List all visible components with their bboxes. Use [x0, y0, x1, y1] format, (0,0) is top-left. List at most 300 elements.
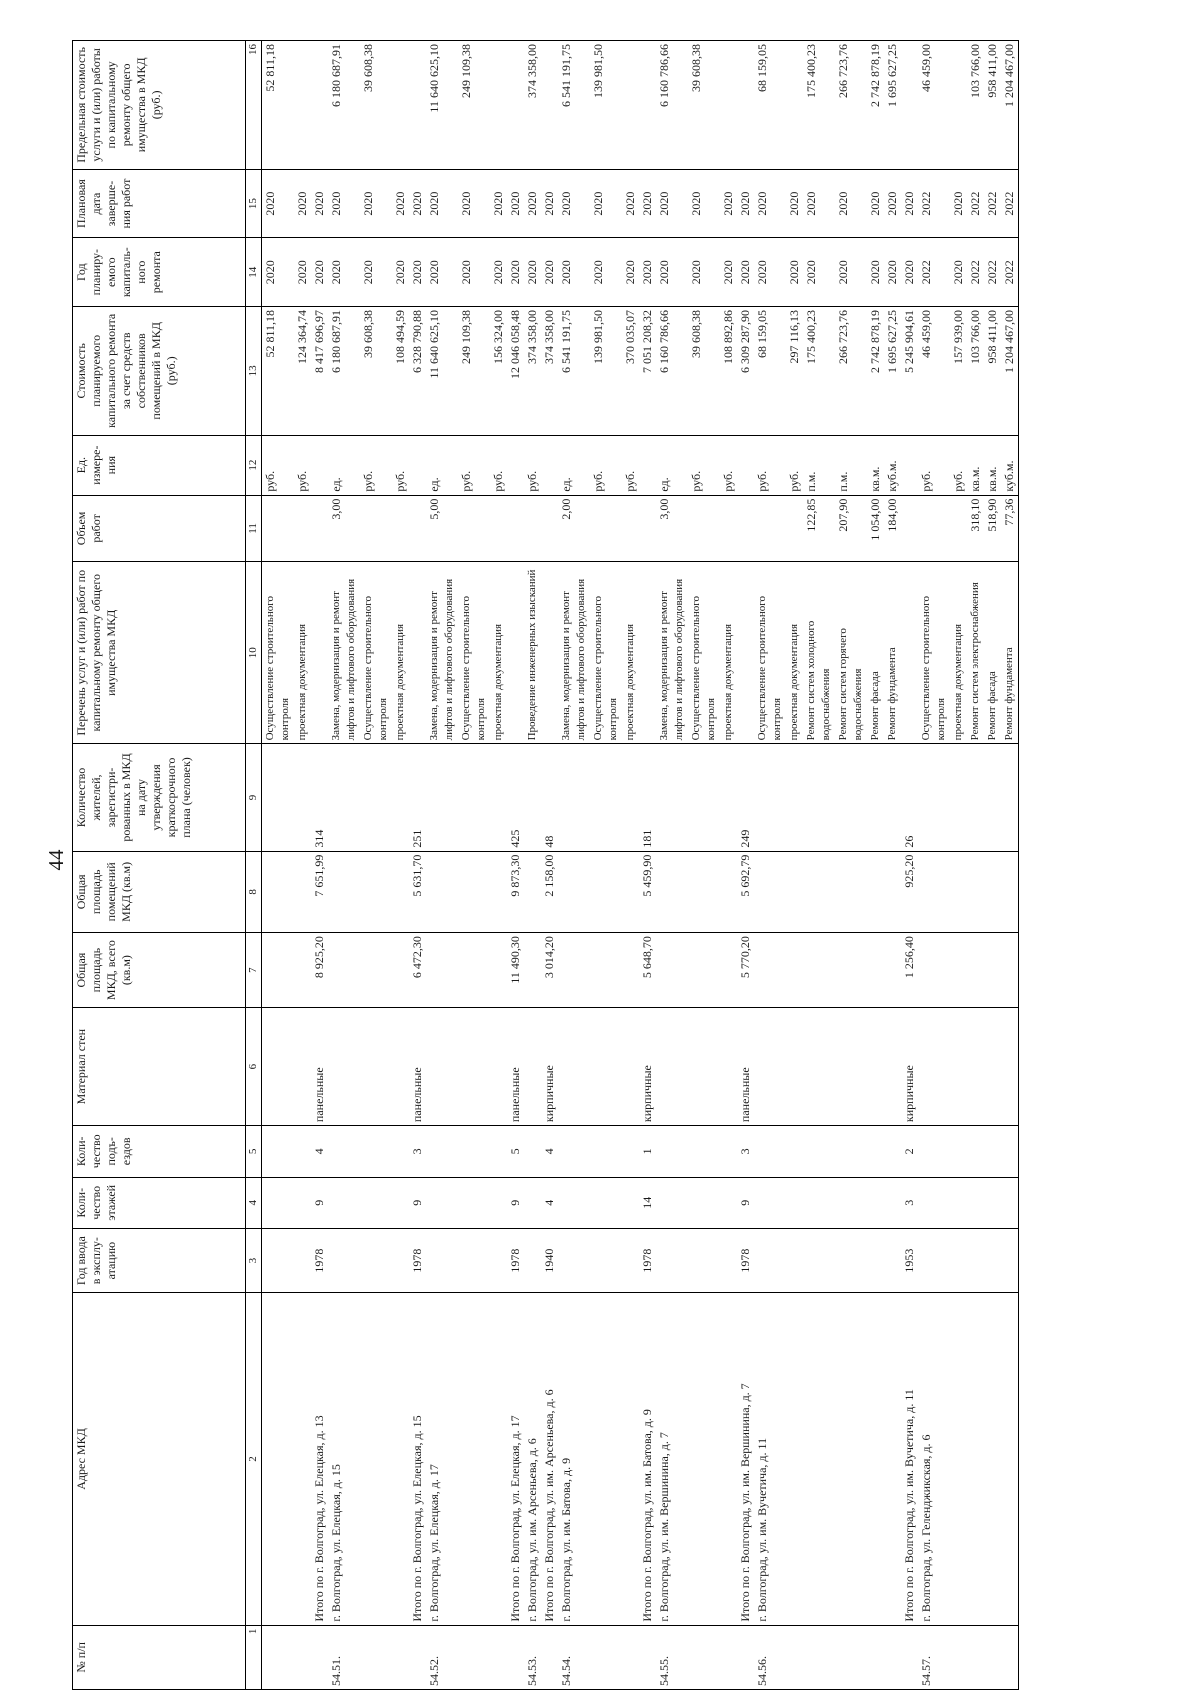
year-cell: [867, 1228, 884, 1292]
address-cell: [622, 1293, 639, 1625]
address-cell: [590, 1293, 622, 1625]
repair-year-cell: 2020: [426, 238, 458, 307]
premises-area-cell: [984, 851, 1001, 932]
limit-cost-cell: [622, 41, 639, 170]
address-cell: [262, 1293, 295, 1625]
floors-cell: [754, 1177, 786, 1228]
address-cell: [884, 1293, 901, 1625]
repair-year-cell: 2020: [524, 238, 541, 307]
limit-cost-cell: [720, 41, 737, 170]
residents-cell: [656, 744, 688, 851]
column-number: 7: [246, 933, 262, 1008]
row-number: 54.53.: [524, 1625, 541, 1689]
volume-cell: [639, 495, 656, 561]
wall-material-cell: [867, 1008, 884, 1126]
wall-material-cell: [918, 1008, 950, 1126]
wall-material-cell: [754, 1008, 786, 1126]
work-item-cell: Ремонт систем электроснабжения: [967, 562, 984, 744]
completion-date-cell: 2020: [803, 169, 835, 238]
volume-cell: 318,10: [967, 495, 984, 561]
address-cell: Итого по г. Волгоград, ул. Елецкая, д. 13: [311, 1293, 328, 1625]
wall-material-cell: панельные: [409, 1008, 426, 1126]
limit-cost-cell: [901, 41, 918, 170]
row-number: [458, 1625, 490, 1689]
address-cell: [984, 1293, 1001, 1625]
table-row: [1001, 41, 1019, 1690]
column-header: Количество жителей, зарегистри-рованных в МКД на дату утверждения краткосрочного плана (человек): [73, 744, 246, 851]
work-item-cell: проектная документация: [392, 562, 409, 744]
table-row: [507, 41, 524, 1690]
unit-cell: руб.: [950, 435, 967, 495]
limit-cost-cell: [490, 41, 507, 170]
residents-cell: [867, 744, 884, 851]
completion-date-cell: 2020: [392, 169, 409, 238]
unit-cell: п.м.: [803, 435, 835, 495]
year-cell: [884, 1228, 901, 1292]
limit-cost-cell: 1 695 627,25: [884, 41, 901, 170]
residents-cell: [524, 744, 541, 851]
year-cell: 1978: [737, 1228, 754, 1292]
volume-cell: [688, 495, 720, 561]
completion-date-cell: 2020: [541, 169, 558, 238]
column-number: 12: [246, 435, 262, 495]
unit-cell: руб.: [490, 435, 507, 495]
unit-cell: руб.: [360, 435, 392, 495]
limit-cost-cell: [639, 41, 656, 170]
address-cell: Итого по г. Волгоград, ул. им. Батова, д. 9: [639, 1293, 656, 1625]
entrances-cell: [754, 1126, 786, 1177]
row-number: [262, 1625, 295, 1689]
floors-cell: [884, 1177, 901, 1228]
limit-cost-cell: 266 723,76: [835, 41, 867, 170]
volume-cell: [737, 495, 754, 561]
table-row: [803, 41, 835, 1690]
table-row: [950, 41, 967, 1690]
cost-cell: 108 494,59: [392, 306, 409, 435]
unit-cell: [507, 435, 524, 495]
table-row: [311, 41, 328, 1690]
total-area-cell: [720, 933, 737, 1008]
cost-cell: 7 051 208,32: [639, 306, 656, 435]
premises-area-cell: 7 651,99: [311, 851, 328, 932]
row-number: [967, 1625, 984, 1689]
row-number: [311, 1625, 328, 1689]
year-cell: [490, 1228, 507, 1292]
table-row: [867, 41, 884, 1690]
work-item-cell: проектная документация: [622, 562, 639, 744]
unit-cell: куб.м.: [884, 435, 901, 495]
completion-date-cell: 2020: [262, 169, 295, 238]
unit-cell: [901, 435, 918, 495]
entrances-cell: [984, 1126, 1001, 1177]
year-cell: [803, 1228, 835, 1292]
residents-cell: [835, 744, 867, 851]
floors-cell: 9: [409, 1177, 426, 1228]
total-area-cell: [984, 933, 1001, 1008]
volume-cell: [622, 495, 639, 561]
column-header: Коли-чество этажей: [73, 1177, 246, 1228]
volume-cell: 207,90: [835, 495, 867, 561]
work-item-cell: Осуществление строительного контроля: [918, 562, 950, 744]
table-row: [262, 41, 295, 1690]
wall-material-cell: [590, 1008, 622, 1126]
column-number: 8: [246, 851, 262, 932]
row-number: [688, 1625, 720, 1689]
residents-cell: [458, 744, 490, 851]
entrances-cell: [867, 1126, 884, 1177]
repair-year-cell: 2022: [918, 238, 950, 307]
work-item-cell: [639, 562, 656, 744]
address-cell: г. Волгоград, ул. им. Вучетича, д. 11: [754, 1293, 786, 1625]
work-item-cell: Ремонт систем холодного водоснабжения: [803, 562, 835, 744]
total-area-cell: [967, 933, 984, 1008]
row-number: [950, 1625, 967, 1689]
row-number: [507, 1625, 524, 1689]
volume-cell: [294, 495, 311, 561]
volume-cell: [360, 495, 392, 561]
repair-plan-sheet: [72, 40, 1162, 1690]
table-row: [294, 41, 311, 1690]
cost-cell: 68 159,05: [754, 306, 786, 435]
work-item-cell: Ремонт фасада: [984, 562, 1001, 744]
wall-material-cell: кирпичные: [639, 1008, 656, 1126]
table-row: [786, 41, 803, 1690]
work-item-cell: проектная документация: [490, 562, 507, 744]
floors-cell: [262, 1177, 295, 1228]
volume-cell: [754, 495, 786, 561]
limit-cost-cell: 175 400,23: [803, 41, 835, 170]
year-cell: [590, 1228, 622, 1292]
year-cell: [967, 1228, 984, 1292]
address-cell: [1001, 1293, 1019, 1625]
total-area-cell: [524, 933, 541, 1008]
total-area-cell: [328, 933, 360, 1008]
floors-cell: [984, 1177, 1001, 1228]
wall-material-cell: [262, 1008, 295, 1126]
work-item-cell: Осуществление строительного контроля: [688, 562, 720, 744]
total-area-cell: 6 472,30: [409, 933, 426, 1008]
limit-cost-cell: 374 358,00: [524, 41, 541, 170]
volume-cell: 184,00: [884, 495, 901, 561]
repair-year-cell: 2020: [835, 238, 867, 307]
total-area-cell: [1001, 933, 1019, 1008]
premises-area-cell: [1001, 851, 1019, 932]
row-number: [590, 1625, 622, 1689]
limit-cost-cell: [294, 41, 311, 170]
address-cell: [490, 1293, 507, 1625]
entrances-cell: [656, 1126, 688, 1177]
wall-material-cell: [688, 1008, 720, 1126]
wall-material-cell: [884, 1008, 901, 1126]
volume-cell: [901, 495, 918, 561]
entrances-cell: 3: [409, 1126, 426, 1177]
work-item-cell: проектная документация: [720, 562, 737, 744]
entrances-cell: [262, 1126, 295, 1177]
entrances-cell: [426, 1126, 458, 1177]
volume-cell: 5,00: [426, 495, 458, 561]
work-item-cell: [901, 562, 918, 744]
completion-date-cell: 2020: [360, 169, 392, 238]
volume-cell: [720, 495, 737, 561]
unit-cell: руб.: [622, 435, 639, 495]
year-cell: [458, 1228, 490, 1292]
total-area-cell: 5 648,70: [639, 933, 656, 1008]
table-row: [622, 41, 639, 1690]
address-cell: Итого по г. Волгоград, ул. им. Вучетича, д. 11: [901, 1293, 918, 1625]
total-area-cell: [622, 933, 639, 1008]
wall-material-cell: [458, 1008, 490, 1126]
row-number: [541, 1625, 558, 1689]
table-row: [558, 41, 590, 1690]
table-row: [918, 41, 950, 1690]
cost-cell: 297 116,13: [786, 306, 803, 435]
total-area-cell: [262, 933, 295, 1008]
row-number: [1001, 1625, 1019, 1689]
address-cell: [786, 1293, 803, 1625]
repair-plan-table: [72, 40, 1019, 1690]
limit-cost-cell: 52 811,18: [262, 41, 295, 170]
unit-cell: ед.: [426, 435, 458, 495]
residents-cell: [490, 744, 507, 851]
residents-cell: [950, 744, 967, 851]
cost-cell: 6 309 287,90: [737, 306, 754, 435]
repair-year-cell: 2022: [1001, 238, 1019, 307]
wall-material-cell: [360, 1008, 392, 1126]
completion-date-cell: 2022: [1001, 169, 1019, 238]
limit-cost-cell: 249 109,38: [458, 41, 490, 170]
cost-cell: 39 608,38: [688, 306, 720, 435]
wall-material-cell: [786, 1008, 803, 1126]
address-cell: Итого по г. Волгоград, ул. Елецкая, д. 15: [409, 1293, 426, 1625]
unit-cell: руб.: [262, 435, 295, 495]
volume-cell: 3,00: [328, 495, 360, 561]
premises-area-cell: [294, 851, 311, 932]
completion-date-cell: 2020: [867, 169, 884, 238]
repair-year-cell: 2020: [392, 238, 409, 307]
entrances-cell: [688, 1126, 720, 1177]
address-cell: Итого по г. Волгоград, ул. им. Арсеньева, д. 6: [541, 1293, 558, 1625]
floors-cell: [458, 1177, 490, 1228]
address-cell: г. Волгоград, ул. им. Батова, д. 9: [558, 1293, 590, 1625]
repair-year-cell: 2020: [737, 238, 754, 307]
cost-cell: 175 400,23: [803, 306, 835, 435]
limit-cost-cell: 6 541 191,75: [558, 41, 590, 170]
limit-cost-cell: 1 204 467,00: [1001, 41, 1019, 170]
repair-year-cell: 2020: [311, 238, 328, 307]
year-cell: [558, 1228, 590, 1292]
completion-date-cell: 2020: [426, 169, 458, 238]
cost-cell: 374 358,00: [524, 306, 541, 435]
unit-cell: руб.: [918, 435, 950, 495]
premises-area-cell: [426, 851, 458, 932]
residents-cell: [803, 744, 835, 851]
wall-material-cell: [803, 1008, 835, 1126]
limit-cost-cell: [541, 41, 558, 170]
address-cell: [720, 1293, 737, 1625]
repair-year-cell: 2020: [867, 238, 884, 307]
year-cell: [426, 1228, 458, 1292]
volume-cell: [262, 495, 295, 561]
unit-cell: руб.: [458, 435, 490, 495]
column-number: 6: [246, 1008, 262, 1126]
premises-area-cell: [490, 851, 507, 932]
row-number: [867, 1625, 884, 1689]
floors-cell: 14: [639, 1177, 656, 1228]
repair-year-cell: 2020: [803, 238, 835, 307]
work-item-cell: проектная документация: [294, 562, 311, 744]
volume-cell: [786, 495, 803, 561]
limit-cost-cell: 68 159,05: [754, 41, 786, 170]
premises-area-cell: [558, 851, 590, 932]
premises-area-cell: [835, 851, 867, 932]
row-number: [901, 1625, 918, 1689]
volume-cell: 3,00: [656, 495, 688, 561]
total-area-cell: 3 014,20: [541, 933, 558, 1008]
entrances-cell: [360, 1126, 392, 1177]
wall-material-cell: [984, 1008, 1001, 1126]
repair-year-cell: 2020: [720, 238, 737, 307]
volume-cell: [524, 495, 541, 561]
wall-material-cell: кирпичные: [901, 1008, 918, 1126]
premises-area-cell: [262, 851, 295, 932]
limit-cost-cell: 139 981,50: [590, 41, 622, 170]
residents-cell: 425: [507, 744, 524, 851]
year-cell: [720, 1228, 737, 1292]
unit-cell: [409, 435, 426, 495]
repair-year-cell: 2020: [590, 238, 622, 307]
floors-cell: 4: [541, 1177, 558, 1228]
residents-cell: [262, 744, 295, 851]
table-row: [392, 41, 409, 1690]
year-cell: [524, 1228, 541, 1292]
unit-cell: ед.: [328, 435, 360, 495]
total-area-cell: [884, 933, 901, 1008]
floors-cell: [392, 1177, 409, 1228]
residents-cell: [918, 744, 950, 851]
year-cell: 1940: [541, 1228, 558, 1292]
column-number: 5: [246, 1126, 262, 1177]
floors-cell: 9: [737, 1177, 754, 1228]
row-number: 54.55.: [656, 1625, 688, 1689]
premises-area-cell: [392, 851, 409, 932]
repair-year-cell: 2020: [639, 238, 656, 307]
entrances-cell: 2: [901, 1126, 918, 1177]
wall-material-cell: [490, 1008, 507, 1126]
table-row: [490, 41, 507, 1690]
wall-material-cell: [1001, 1008, 1019, 1126]
completion-date-cell: 2020: [524, 169, 541, 238]
total-area-cell: [458, 933, 490, 1008]
column-header: Объем работ: [73, 495, 246, 561]
limit-cost-cell: 6 180 687,91: [328, 41, 360, 170]
total-area-cell: [656, 933, 688, 1008]
entrances-cell: [803, 1126, 835, 1177]
entrances-cell: [967, 1126, 984, 1177]
limit-cost-cell: [409, 41, 426, 170]
column-number: 10: [246, 562, 262, 744]
entrances-cell: [590, 1126, 622, 1177]
wall-material-cell: [558, 1008, 590, 1126]
column-header: Общая площадь МКД, всего (кв.м): [73, 933, 246, 1008]
entrances-cell: 4: [311, 1126, 328, 1177]
premises-area-cell: [884, 851, 901, 932]
address-cell: г. Волгоград, ул. Елецкая, д. 15: [328, 1293, 360, 1625]
total-area-cell: [918, 933, 950, 1008]
year-cell: 1953: [901, 1228, 918, 1292]
volume-cell: 2,00: [558, 495, 590, 561]
volume-cell: [918, 495, 950, 561]
table-row: [720, 41, 737, 1690]
residents-cell: [754, 744, 786, 851]
unit-cell: руб.: [590, 435, 622, 495]
volume-cell: [590, 495, 622, 561]
year-cell: 1978: [409, 1228, 426, 1292]
floors-cell: [835, 1177, 867, 1228]
unit-cell: [737, 435, 754, 495]
residents-cell: [590, 744, 622, 851]
floors-cell: 9: [311, 1177, 328, 1228]
floors-cell: [867, 1177, 884, 1228]
completion-date-cell: 2020: [507, 169, 524, 238]
address-cell: [950, 1293, 967, 1625]
floors-cell: [1001, 1177, 1019, 1228]
floors-cell: [967, 1177, 984, 1228]
total-area-cell: [392, 933, 409, 1008]
wall-material-cell: кирпичные: [541, 1008, 558, 1126]
volume-cell: 1 054,00: [867, 495, 884, 561]
premises-area-cell: [622, 851, 639, 932]
column-header: Материал стен: [73, 1008, 246, 1126]
cost-cell: 6 328 790,88: [409, 306, 426, 435]
row-number: [884, 1625, 901, 1689]
entrances-cell: [458, 1126, 490, 1177]
completion-date-cell: 2020: [835, 169, 867, 238]
completion-date-cell: 2020: [294, 169, 311, 238]
floors-cell: [720, 1177, 737, 1228]
cost-cell: 6 160 786,66: [656, 306, 688, 435]
premises-area-cell: 5 631,70: [409, 851, 426, 932]
repair-year-cell: 2020: [688, 238, 720, 307]
total-area-cell: [835, 933, 867, 1008]
row-number: 54.51.: [328, 1625, 360, 1689]
total-area-cell: 5 770,20: [737, 933, 754, 1008]
premises-area-cell: [458, 851, 490, 932]
column-number: 9: [246, 744, 262, 851]
column-header: Стоимость планируемого капитального ремонта за счет средств собственников помещений в МКД (руб.): [73, 306, 246, 435]
table-row: [360, 41, 392, 1690]
wall-material-cell: [294, 1008, 311, 1126]
year-cell: [360, 1228, 392, 1292]
limit-cost-cell: 39 608,38: [688, 41, 720, 170]
wall-material-cell: панельные: [507, 1008, 524, 1126]
wall-material-cell: [967, 1008, 984, 1126]
completion-date-cell: 2020: [328, 169, 360, 238]
work-item-cell: [311, 562, 328, 744]
completion-date-cell: 2020: [688, 169, 720, 238]
wall-material-cell: панельные: [311, 1008, 328, 1126]
row-number: [786, 1625, 803, 1689]
table-row: [524, 41, 541, 1690]
cost-cell: 11 640 625,10: [426, 306, 458, 435]
row-number: [622, 1625, 639, 1689]
completion-date-cell: 2020: [786, 169, 803, 238]
column-number: 1: [246, 1625, 262, 1689]
unit-cell: п.м.: [835, 435, 867, 495]
premises-area-cell: [754, 851, 786, 932]
limit-cost-cell: 46 459,00: [918, 41, 950, 170]
table-row: [639, 41, 656, 1690]
completion-date-cell: 2020: [558, 169, 590, 238]
